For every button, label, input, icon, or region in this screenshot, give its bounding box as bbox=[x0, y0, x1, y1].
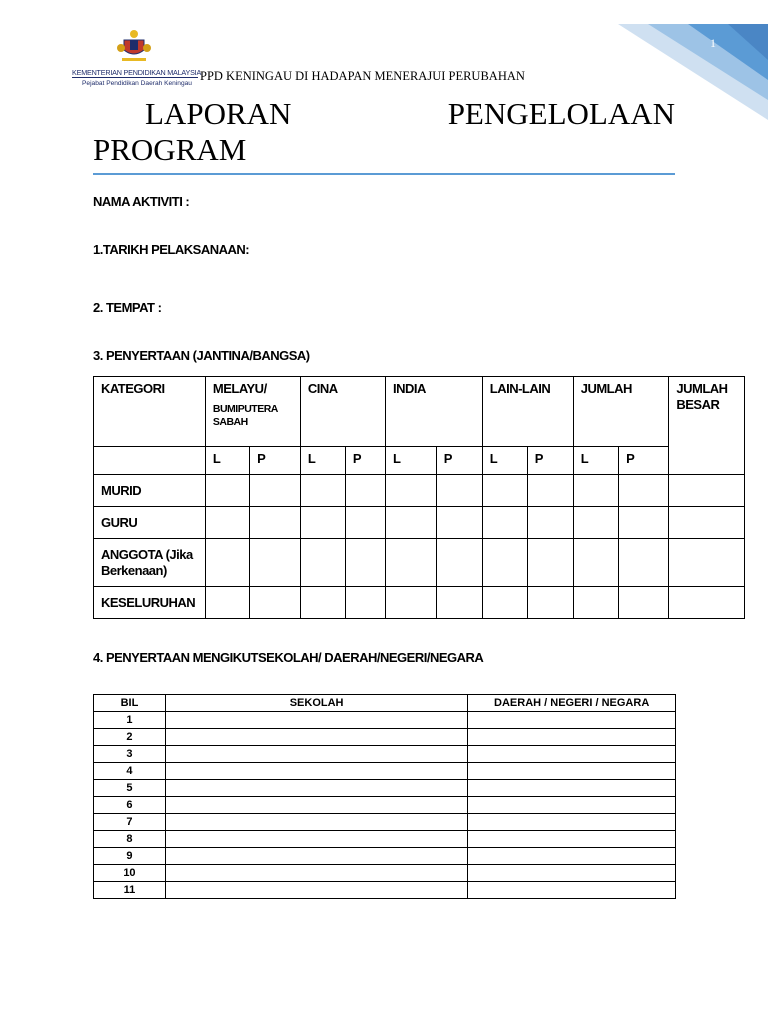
table-cell[interactable] bbox=[300, 507, 345, 539]
header-cina: CINA bbox=[300, 377, 385, 447]
table-cell[interactable] bbox=[165, 780, 467, 797]
table-cell[interactable] bbox=[300, 475, 345, 507]
table-row bbox=[94, 865, 676, 882]
header-p: P bbox=[436, 447, 482, 475]
header-l: L bbox=[300, 447, 345, 475]
table-row bbox=[94, 814, 676, 831]
table-cell[interactable] bbox=[386, 539, 437, 587]
row-label-murid: MURID bbox=[94, 475, 206, 507]
table-cell[interactable] bbox=[165, 712, 467, 729]
table-cell[interactable] bbox=[619, 587, 669, 619]
table-row bbox=[94, 587, 745, 619]
header-daerah: DAERAH / NEGERI / NEGARA bbox=[468, 695, 676, 712]
table-cell[interactable] bbox=[669, 539, 745, 587]
header-l: L bbox=[386, 447, 437, 475]
title-word-pengelolaan: PENGELOLAAN bbox=[447, 96, 675, 131]
ministry-logo bbox=[72, 28, 202, 92]
table-cell[interactable] bbox=[573, 539, 618, 587]
header-p: P bbox=[619, 447, 669, 475]
participation-table bbox=[93, 376, 745, 619]
table-cell[interactable] bbox=[165, 763, 467, 780]
table-cell[interactable] bbox=[527, 587, 573, 619]
table-row bbox=[94, 831, 676, 848]
table-cell[interactable] bbox=[482, 587, 527, 619]
table-cell[interactable] bbox=[386, 475, 437, 507]
table-cell[interactable] bbox=[165, 797, 467, 814]
header-melayu bbox=[205, 377, 300, 447]
crest-icon bbox=[116, 28, 152, 64]
header-l: L bbox=[573, 447, 618, 475]
header-lain-lain: LAIN-LAIN bbox=[482, 377, 573, 447]
table-cell[interactable] bbox=[482, 507, 527, 539]
row-number: 9 bbox=[94, 848, 166, 865]
table-cell[interactable] bbox=[436, 507, 482, 539]
row-number: 5 bbox=[94, 780, 166, 797]
table-cell[interactable] bbox=[345, 587, 385, 619]
table-cell[interactable] bbox=[468, 729, 676, 746]
table-cell[interactable] bbox=[482, 475, 527, 507]
row-number: 1 bbox=[94, 712, 166, 729]
table-row bbox=[94, 763, 676, 780]
table-row bbox=[94, 882, 676, 899]
table-cell[interactable] bbox=[386, 507, 437, 539]
table-cell[interactable] bbox=[165, 882, 467, 899]
table-cell[interactable] bbox=[205, 507, 249, 539]
row-number: 6 bbox=[94, 797, 166, 814]
row-number: 8 bbox=[94, 831, 166, 848]
table-cell[interactable] bbox=[436, 539, 482, 587]
row-number: 7 bbox=[94, 814, 166, 831]
table-cell[interactable] bbox=[468, 797, 676, 814]
table-cell[interactable] bbox=[345, 475, 385, 507]
table-row bbox=[94, 712, 676, 729]
header-jumlah-besar: JUMLAH BESAR bbox=[669, 377, 745, 475]
table-cell[interactable] bbox=[468, 848, 676, 865]
table-cell[interactable] bbox=[436, 475, 482, 507]
table-row bbox=[94, 780, 676, 797]
title-word-laporan: LAPORAN bbox=[145, 96, 292, 131]
row-label-keseluruhan: KESELURUHAN bbox=[94, 587, 206, 619]
table-cell[interactable] bbox=[619, 475, 669, 507]
field-nama-aktiviti: NAMA AKTIVITI : bbox=[93, 194, 190, 209]
field-tempat: 2. TEMPAT : bbox=[93, 300, 162, 315]
table-cell[interactable] bbox=[205, 539, 249, 587]
table-cell[interactable] bbox=[300, 539, 345, 587]
table-cell[interactable] bbox=[165, 865, 467, 882]
table-cell[interactable] bbox=[250, 587, 301, 619]
table-cell[interactable] bbox=[436, 587, 482, 619]
table-row bbox=[94, 729, 676, 746]
section-penyertaan: 3. PENYERTAAN (JANTINA/BANGSA) bbox=[93, 348, 310, 363]
table-cell[interactable] bbox=[527, 507, 573, 539]
table-cell[interactable] bbox=[527, 475, 573, 507]
table-cell[interactable] bbox=[468, 865, 676, 882]
office-name: Pejabat Pendidikan Daerah Keningau bbox=[82, 80, 192, 87]
table-cell[interactable] bbox=[619, 507, 669, 539]
table-cell[interactable] bbox=[165, 848, 467, 865]
cell-empty bbox=[94, 447, 206, 475]
school-table bbox=[93, 694, 676, 899]
table-cell[interactable] bbox=[468, 746, 676, 763]
table-cell[interactable] bbox=[669, 507, 745, 539]
table-cell[interactable] bbox=[205, 587, 249, 619]
table-row bbox=[94, 797, 676, 814]
table-cell[interactable] bbox=[250, 539, 301, 587]
table-cell[interactable] bbox=[386, 587, 437, 619]
table-cell[interactable] bbox=[468, 763, 676, 780]
table-cell[interactable] bbox=[468, 780, 676, 797]
table-cell[interactable] bbox=[619, 539, 669, 587]
table-row bbox=[94, 507, 745, 539]
header-bumiputera: BUMIPUTERA SABAH bbox=[212, 403, 278, 428]
ministry-name: KEMENTERIAN PENDIDIKAN MALAYSIA bbox=[72, 68, 202, 77]
header-bil: BIL bbox=[94, 695, 166, 712]
table-cell[interactable] bbox=[669, 475, 745, 507]
page-title bbox=[93, 96, 675, 175]
header-kategori: KATEGORI bbox=[94, 377, 206, 447]
table-cell[interactable] bbox=[250, 475, 301, 507]
table-cell[interactable] bbox=[669, 587, 745, 619]
table-cell[interactable] bbox=[300, 587, 345, 619]
title-word-program: PROGRAM bbox=[93, 132, 247, 167]
header-p: P bbox=[345, 447, 385, 475]
header-melayu-label: MELAYU/ bbox=[212, 381, 267, 396]
table-cell[interactable] bbox=[468, 712, 676, 729]
row-number: 3 bbox=[94, 746, 166, 763]
table-row bbox=[94, 746, 676, 763]
row-number: 4 bbox=[94, 763, 166, 780]
page-number: 1 bbox=[710, 36, 716, 50]
header-jumlah: JUMLAH bbox=[573, 377, 669, 447]
table-cell[interactable] bbox=[165, 814, 467, 831]
field-tarikh: 1.TARIKH PELAKSANAAN: bbox=[93, 242, 250, 257]
table-cell[interactable] bbox=[573, 587, 618, 619]
table-row bbox=[94, 475, 745, 507]
row-label-guru: GURU bbox=[94, 507, 206, 539]
table-cell[interactable] bbox=[527, 539, 573, 587]
section-penyertaan-sekolah: 4. PENYERTAAN MENGIKUTSEKOLAH/ DAERAH/NEGERI/NEGARA bbox=[93, 650, 484, 665]
table-cell[interactable] bbox=[250, 507, 301, 539]
slogan: PPD KENINGAU DI HADAPAN MENERAJUI PERUBAHAN bbox=[200, 69, 525, 83]
table-row bbox=[94, 539, 745, 587]
table-row bbox=[94, 848, 676, 865]
table-cell[interactable] bbox=[468, 882, 676, 899]
header-india: INDIA bbox=[386, 377, 483, 447]
table-cell[interactable] bbox=[205, 475, 249, 507]
table-cell[interactable] bbox=[573, 475, 618, 507]
row-number: 10 bbox=[94, 865, 166, 882]
table-cell[interactable] bbox=[165, 831, 467, 848]
table-cell[interactable] bbox=[165, 746, 467, 763]
header-l: L bbox=[205, 447, 249, 475]
table-cell[interactable] bbox=[468, 814, 676, 831]
header-sekolah: SEKOLAH bbox=[165, 695, 467, 712]
table-cell[interactable] bbox=[482, 539, 527, 587]
row-number: 2 bbox=[94, 729, 166, 746]
header-p: P bbox=[250, 447, 301, 475]
table-cell[interactable] bbox=[345, 507, 385, 539]
table-cell[interactable] bbox=[468, 831, 676, 848]
row-number: 11 bbox=[94, 882, 166, 899]
header-p: P bbox=[527, 447, 573, 475]
table-cell[interactable] bbox=[345, 539, 385, 587]
row-label-anggota: ANGGOTA (Jika Berkenaan) bbox=[94, 539, 206, 587]
table-cell[interactable] bbox=[573, 507, 618, 539]
header-l: L bbox=[482, 447, 527, 475]
table-cell[interactable] bbox=[165, 729, 467, 746]
